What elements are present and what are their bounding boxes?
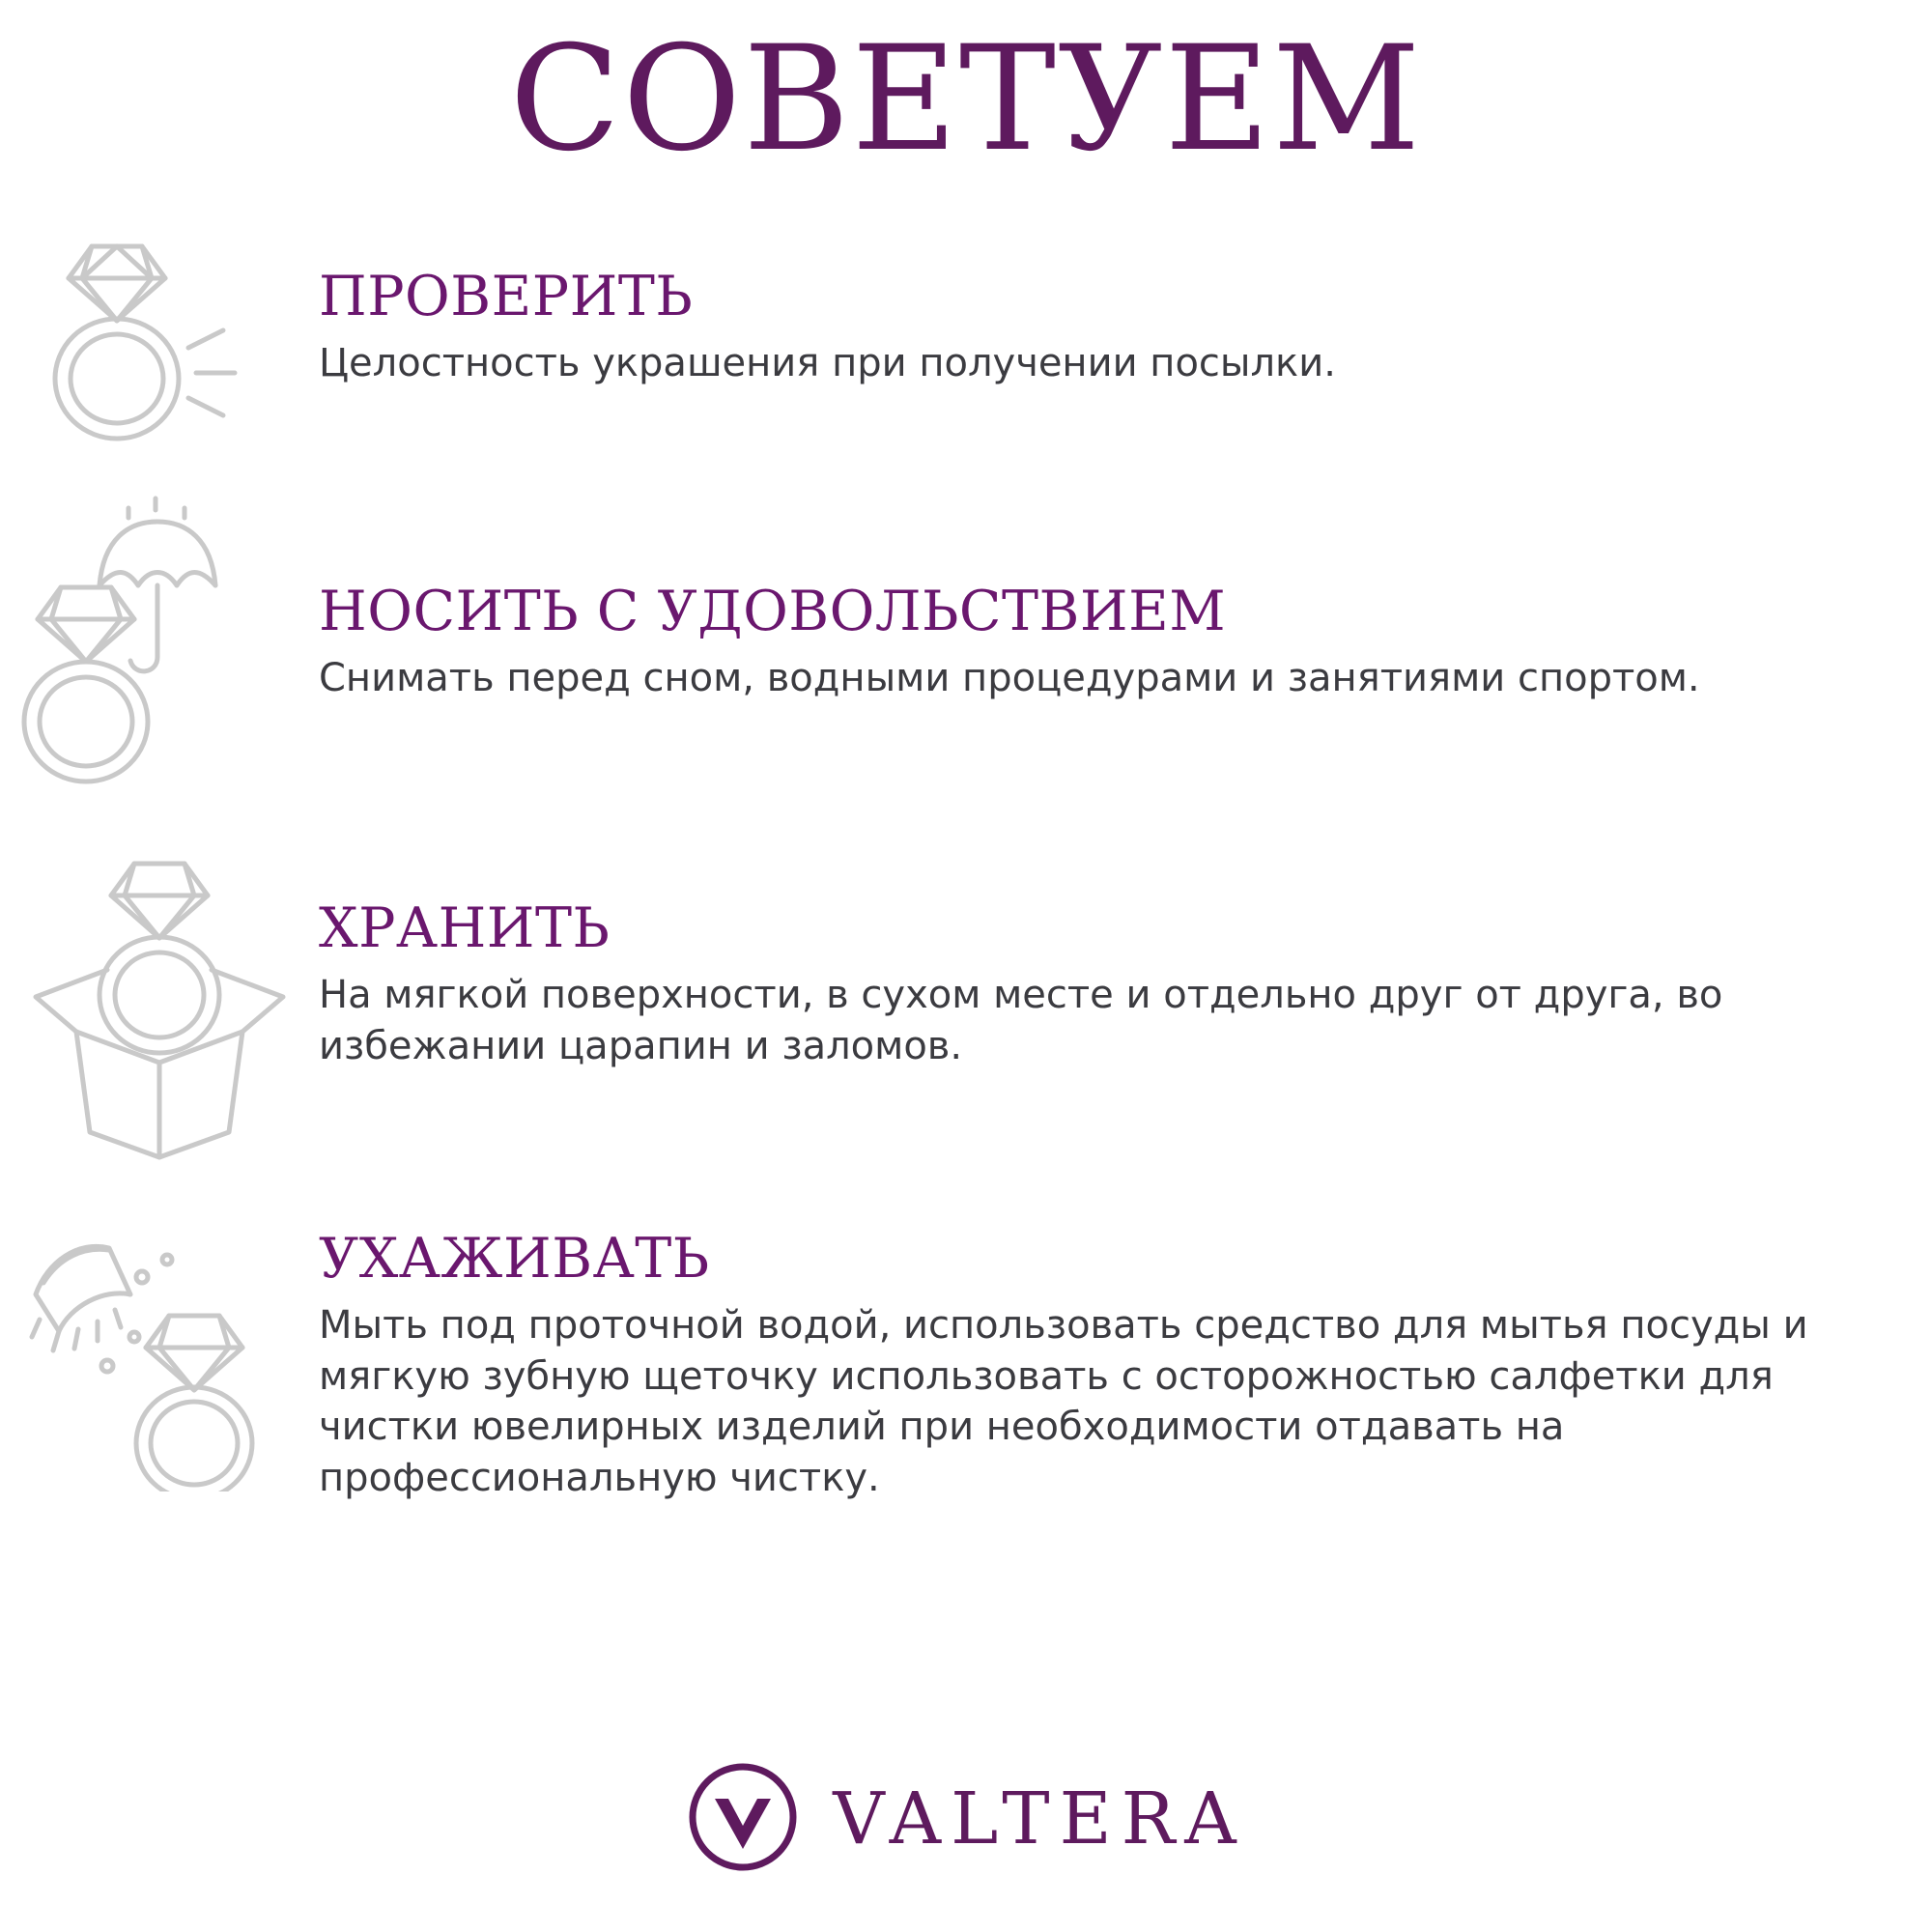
page-title: СОВЕТУЕМ (509, 15, 1423, 184)
tip-body (319, 487, 1932, 704)
tip-body (319, 213, 1932, 389)
ring-in-open-box-icon (0, 842, 319, 1161)
tip-item-check (0, 213, 1932, 464)
tip-item-care (0, 1202, 1932, 1504)
tip-heading: УХАЖИВАТЬ (319, 1227, 710, 1291)
brand-footer (0, 1760, 1932, 1878)
tip-heading: НОСИТЬ С УДОВОЛЬСТВИЕМ (319, 580, 1227, 643)
tip-text: Целостность украшения при получении посылки. (319, 340, 1336, 385)
tip-text: Снимать перед сном, водными процедурами и занятиями спортом. (319, 655, 1700, 700)
tip-text: На мягкой поверхности, в сухом месте и отдельно друг от друга, во избежании царапин и заломов. (319, 972, 1723, 1068)
brand-name: VALTERA (833, 1777, 1246, 1861)
ring-with-sparkle-icon (0, 213, 319, 464)
tips-list (0, 213, 1932, 1504)
tip-heading: ПРОВЕРИТЬ (319, 265, 694, 328)
tip-heading: ХРАНИТЬ (319, 896, 611, 960)
ring-with-umbrella-icon (0, 487, 319, 806)
tip-body (319, 842, 1932, 1071)
tip-item-store (0, 842, 1932, 1161)
valtera-v-monogram-icon (686, 1760, 800, 1878)
tip-item-wear (0, 487, 1932, 806)
tip-body (319, 1202, 1932, 1504)
ring-with-brush-icon (0, 1202, 319, 1492)
tip-text: Мыть под проточной водой, использовать средство для мытья посуды и мягкую зубную щеточку использовать с осторожностью салфетки для чистки ювелирных изделий при необходимости отдавать на профессиональную чистку. (319, 1302, 1808, 1501)
